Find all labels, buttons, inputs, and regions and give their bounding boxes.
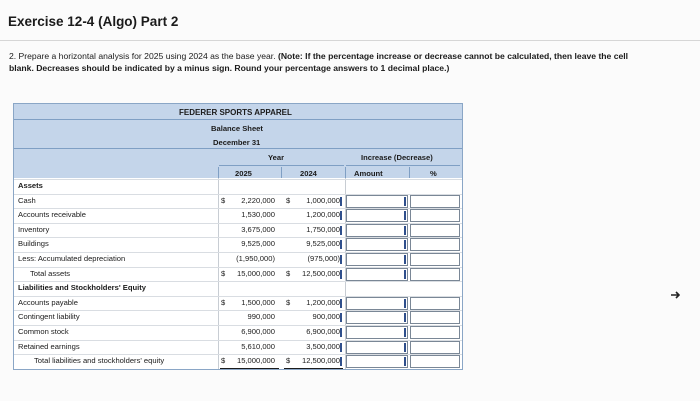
header-divider bbox=[14, 148, 462, 149]
row-label: Accounts payable bbox=[18, 297, 78, 307]
value-2025: 15,000,000 bbox=[236, 268, 275, 278]
input-marker-icon bbox=[340, 240, 342, 249]
input-marker-icon bbox=[404, 226, 406, 235]
currency-symbol-2025: $ bbox=[221, 356, 226, 366]
amount-input[interactable] bbox=[346, 297, 408, 310]
value-2025: 1,530,000 bbox=[241, 210, 275, 220]
company-name: FEDERER SPORTS APPAREL bbox=[179, 108, 292, 117]
value-2025: 2,220,000 bbox=[241, 195, 275, 205]
table-row bbox=[14, 310, 462, 325]
title-divider bbox=[0, 40, 700, 41]
row-label: Cash bbox=[18, 195, 36, 205]
row-label: Common stock bbox=[18, 327, 69, 336]
column-divider bbox=[281, 167, 282, 178]
input-marker-icon bbox=[404, 255, 406, 264]
currency-symbol-2024: $ bbox=[286, 297, 291, 307]
value-2025: 3,675,000 bbox=[241, 224, 275, 234]
column-divider bbox=[345, 167, 346, 178]
value-2024: 6,900,000 bbox=[306, 327, 340, 336]
input-marker-icon bbox=[404, 240, 406, 249]
row-label: Total assets bbox=[30, 268, 71, 278]
input-marker-icon bbox=[340, 313, 342, 322]
amount-input[interactable] bbox=[346, 238, 408, 251]
percent-input[interactable] bbox=[410, 253, 460, 266]
statement-date: December 31 bbox=[213, 138, 261, 147]
year-underline bbox=[219, 165, 344, 166]
row-label: Accounts receivable bbox=[18, 210, 86, 220]
row-label: Liabilities and Stockholders' Equity bbox=[18, 283, 146, 293]
value-2025: 5,610,000 bbox=[241, 341, 275, 351]
input-marker-icon bbox=[340, 343, 342, 352]
value-2024: 3,500,000 bbox=[306, 341, 340, 351]
input-marker-icon bbox=[404, 197, 406, 206]
table-row bbox=[14, 194, 462, 209]
input-marker-icon bbox=[340, 357, 342, 366]
value-2025: 6,900,000 bbox=[241, 327, 275, 336]
table-row bbox=[14, 267, 462, 282]
year-header: Year bbox=[268, 153, 285, 162]
header-divider bbox=[14, 119, 462, 120]
total-double-underline bbox=[220, 368, 279, 369]
table-row bbox=[14, 340, 462, 355]
percent-input[interactable] bbox=[410, 297, 460, 310]
section-header-row bbox=[14, 179, 462, 194]
value-2025: 15,000,000 bbox=[236, 356, 275, 366]
percent-input[interactable] bbox=[410, 311, 460, 324]
section-header-row bbox=[14, 281, 462, 296]
mouse-cursor-icon bbox=[670, 290, 680, 300]
amount-input[interactable] bbox=[346, 253, 408, 266]
input-marker-icon bbox=[340, 211, 342, 220]
col-2025-header: 2025 bbox=[235, 169, 252, 178]
value-2024: 1,200,000 bbox=[306, 297, 340, 307]
input-marker-icon bbox=[404, 299, 406, 308]
input-marker-icon bbox=[340, 197, 342, 206]
input-marker-icon bbox=[404, 328, 406, 337]
column-divider bbox=[218, 167, 219, 178]
table-row bbox=[14, 237, 462, 252]
value-2024: 1,000,000 bbox=[306, 195, 340, 205]
col-2024-header: 2024 bbox=[300, 169, 317, 178]
value-2024: 1,200,000 bbox=[306, 210, 340, 220]
total-double-underline bbox=[284, 368, 343, 369]
row-label: Buildings bbox=[18, 239, 49, 249]
row-label: Assets bbox=[18, 181, 43, 190]
instructions-note: (Note: If the percentage increase or decrease cannot be calculated, then leave the cell blank. Decreases should be indicated by a minus sign. Round your percentage answers to 1 decimal place.) bbox=[9, 51, 629, 73]
value-2024: 12,500,000 bbox=[301, 356, 340, 366]
input-marker-icon bbox=[340, 226, 342, 235]
percent-input[interactable] bbox=[410, 341, 460, 354]
input-marker-icon bbox=[404, 313, 406, 322]
input-marker-icon bbox=[340, 255, 342, 264]
percent-header: % bbox=[430, 169, 437, 178]
instructions-text bbox=[9, 51, 649, 74]
percent-input[interactable] bbox=[410, 326, 460, 339]
input-marker-icon bbox=[404, 357, 406, 366]
value-2024: 900,000 bbox=[312, 312, 340, 322]
currency-symbol-2025: $ bbox=[221, 297, 226, 307]
row-label: Retained earnings bbox=[18, 341, 80, 351]
input-marker-icon bbox=[404, 211, 406, 220]
value-2025: (1,950,000) bbox=[236, 254, 275, 263]
amount-input[interactable] bbox=[346, 326, 408, 339]
increase-decrease-header: Increase (Decrease) bbox=[361, 153, 433, 162]
table-row bbox=[14, 252, 462, 267]
value-2025: 990,000 bbox=[247, 312, 275, 322]
page-title: Exercise 12-4 (Algo) Part 2 bbox=[8, 14, 179, 29]
value-2024: (975,000) bbox=[307, 254, 340, 263]
percent-input[interactable] bbox=[410, 238, 460, 251]
statement-name: Balance Sheet bbox=[211, 124, 263, 133]
table-row bbox=[14, 223, 462, 238]
table-row bbox=[14, 325, 462, 340]
currency-symbol-2024: $ bbox=[286, 268, 291, 278]
value-2024: 12,500,000 bbox=[301, 268, 340, 278]
amount-input[interactable] bbox=[346, 209, 408, 222]
amount-input[interactable] bbox=[346, 195, 408, 208]
value-2025: 1,500,000 bbox=[241, 297, 275, 307]
currency-symbol-2025: $ bbox=[221, 195, 226, 205]
incdec-underline bbox=[346, 165, 460, 166]
amount-header: Amount bbox=[354, 169, 383, 178]
column-divider bbox=[409, 167, 410, 178]
row-label: Total liabilities and stockholders' equity bbox=[34, 356, 165, 366]
percent-input[interactable] bbox=[410, 209, 460, 222]
currency-symbol-2024: $ bbox=[286, 195, 291, 205]
percent-input[interactable] bbox=[410, 195, 460, 208]
currency-symbol-2024: $ bbox=[286, 356, 291, 366]
table-row bbox=[14, 208, 462, 223]
percent-input[interactable] bbox=[410, 224, 460, 237]
amount-input[interactable] bbox=[346, 341, 408, 354]
input-marker-icon bbox=[340, 328, 342, 337]
value-2025: 9,525,000 bbox=[241, 239, 275, 249]
row-label: Inventory bbox=[18, 224, 50, 234]
input-marker-icon bbox=[404, 270, 406, 279]
input-marker-icon bbox=[340, 299, 342, 308]
table-row bbox=[14, 354, 462, 369]
value-2024: 1,750,000 bbox=[306, 224, 340, 234]
currency-symbol-2025: $ bbox=[221, 268, 226, 278]
row-label: Contingent liability bbox=[18, 312, 80, 322]
table-row bbox=[14, 296, 462, 311]
amount-input[interactable] bbox=[346, 355, 408, 368]
input-marker-icon bbox=[404, 343, 406, 352]
amount-input[interactable] bbox=[346, 311, 408, 324]
amount-input[interactable] bbox=[346, 224, 408, 237]
horizontal-analysis-table bbox=[13, 103, 463, 370]
amount-input[interactable] bbox=[346, 268, 408, 281]
row-label: Less: Accumulated depreciation bbox=[18, 254, 126, 263]
input-marker-icon bbox=[340, 270, 342, 279]
percent-input[interactable] bbox=[410, 355, 460, 368]
instructions-plain: 2. Prepare a horizontal analysis for 2025 using 2024 as the base year. bbox=[9, 51, 278, 61]
percent-input[interactable] bbox=[410, 268, 460, 281]
value-2024: 9,525,000 bbox=[306, 239, 340, 249]
table-header bbox=[14, 104, 462, 178]
